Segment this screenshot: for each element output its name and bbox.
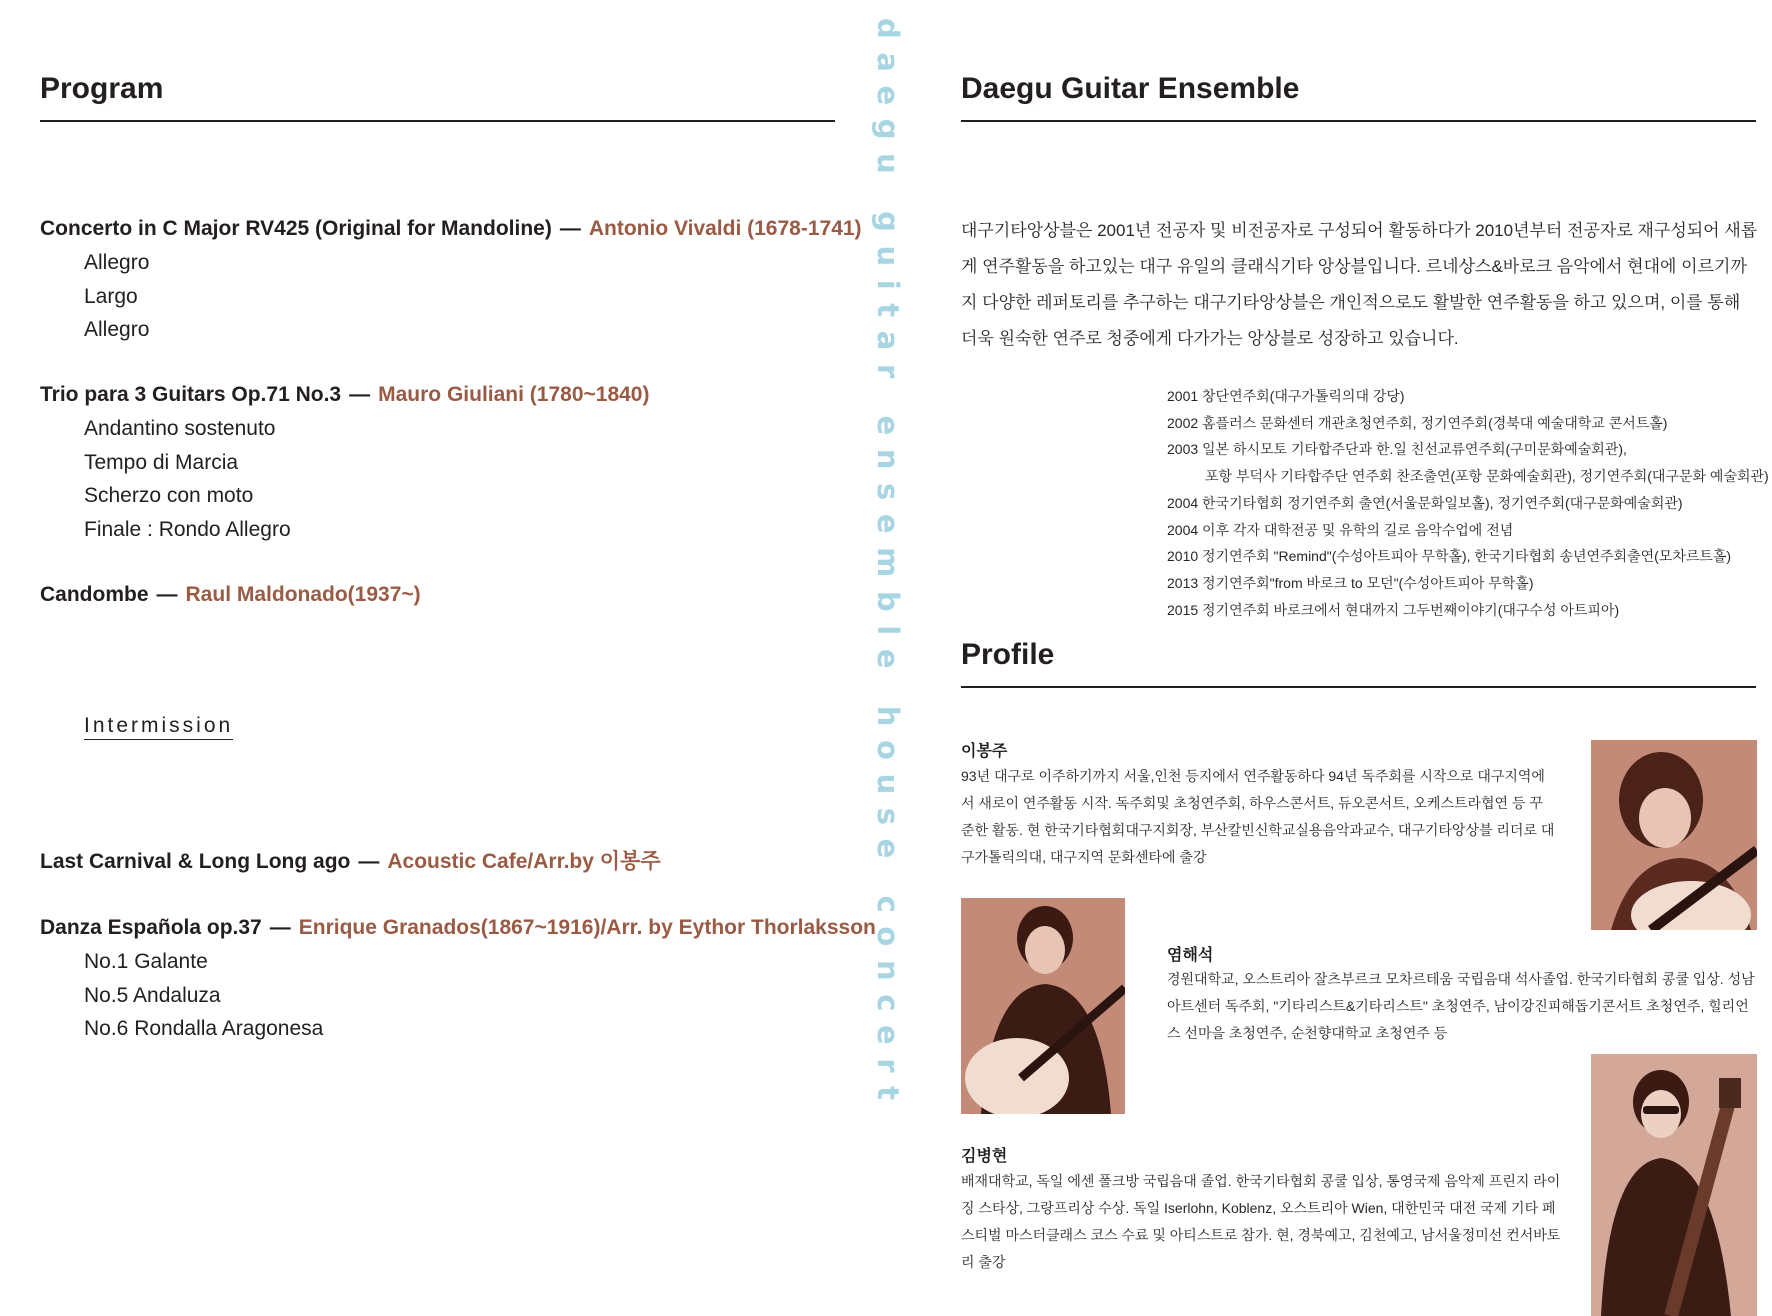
history-item: 2001 창단연주회(대구가톨릭의대 강당): [1167, 388, 1405, 404]
movement-list: [84, 412, 649, 546]
history-list: [1167, 383, 1769, 623]
piece-dash: —: [349, 383, 371, 406]
movement-item: Tempo di Marcia: [84, 450, 239, 474]
history-item: 2002 홈플러스 문화센터 개관초청연주회, 정기연주회(경북대 예술대학교 콘서트홀): [1167, 414, 1668, 431]
ensemble-intro: 대구기타앙상블은 2001년 전공자 및 비전공자로 구성되어 활동하다가 2010년부터 전공자로 재구성되어 새롭게 연주활동을 하고있는 대구 유일의 클래식기타 앙상블입니다. 르네상스&바로크 음악에서 현대에 이르기까지 다양한 레퍼토리를 추구하는 대구기타앙상블은 개인적으로도 활발한 연주활동을 하고 있으며, 이를 통해 더욱 원숙한 연주로 청중에게 다가가는 앙상블로 성장하고 있습니다.: [961, 221, 1758, 348]
movement-item: Andantino sostenuto: [84, 417, 276, 440]
member-bio: 배재대학교, 독일 에센 폴크방 국립음대 졸업. 한국기타협회 콩쿨 입상, 통영국제 음악제 프린지 라이징 스타상, 그랑프리상 수상. 독일 Iserlohn, Koblenz, 오스트리아 Wien, 대한민국 대전 국제 기타 페스티벌 마스터클래스 코스 수료 및 아티스트로 참가. 현, 경북예고, 김천예고, 남서울정미선 컨서바토리 출강: [961, 1173, 1561, 1270]
ensemble-heading: Daegu Guitar Ensemble: [961, 72, 1756, 122]
piece-title: Trio para 3 Guitars Op.71 No.3: [40, 383, 342, 406]
member-photo: [1591, 740, 1757, 930]
movement-item: Allegro: [84, 251, 150, 274]
piece-title-line: [40, 849, 661, 875]
history-item: 2004 한국기타협회 정기연주회 출연(서울문화일보홀), 정기연주회(대구문화예술회관): [1167, 494, 1683, 511]
piece-title-line: [40, 382, 649, 408]
movement-item: No.5 Andaluza: [84, 983, 221, 1007]
movement-item: Finale : Rondo Allegro: [84, 517, 291, 541]
piece-composer: Acoustic Cafe/Arr.by 이봉주: [387, 850, 661, 873]
program-piece: [40, 915, 876, 1046]
piece-dash: —: [156, 583, 178, 606]
movement-item: Allegro: [84, 318, 150, 341]
history-item: 2004 이후 각자 대학전공 및 유학의 길로 음악수업에 전념: [1167, 521, 1514, 538]
intermission-label: Intermission: [84, 714, 233, 740]
movement-list: [84, 246, 862, 347]
piece-title: Danza Española op.37: [40, 916, 262, 939]
piece-dash: —: [358, 850, 380, 873]
history-item: 2013 정기연주회"from 바로크 to 모던"(수성아트피아 무학홀): [1167, 574, 1534, 591]
vertical-concert-title: daegu guitar ensemble house concert: [871, 18, 905, 1114]
member-name: 이봉주: [961, 743, 1008, 760]
piece-title: Candombe: [40, 583, 149, 606]
history-item: 2010 정기연주회 "Remind"(수성아트피아 무학홀), 한국기타협회 송년연주회출연(모차르트홀): [1167, 548, 1732, 565]
member-bio: 93년 대구로 이주하기까지 서울,인천 등지에서 연주활동하다 94년 독주회를 시작으로 대구지역에서 새로이 연주활동 시작. 독주회및 초청연주회, 하우스콘서트, 듀오콘서트, 오케스트라협연 등 꾸준한 활동. 현 한국기타협회대구지회장, 부산칼빈신학교실용음악과교수, 대구기타앙상블 리더로 대구가톨릭의대, 대구지역 문화센타에 출강: [961, 768, 1555, 865]
history-item: 2003 일본 하시모토 기타합주단과 한.일 친선교류연주회(구미문화예술회관),: [1167, 441, 1627, 458]
member-photo: [961, 898, 1125, 1114]
member-photo: [1591, 1054, 1757, 1316]
piece-title-line: [40, 915, 876, 941]
profile-heading: Profile: [961, 638, 1756, 688]
program-heading: Program: [40, 72, 835, 122]
piece-composer: Mauro Giuliani (1780~1840): [378, 383, 650, 406]
piece-title: Last Carnival & Long Long ago: [40, 850, 351, 873]
movement-item: Largo: [84, 284, 138, 308]
history-item: 2015 정기연주회 바로크에서 현대까지 그두번째이야기(대구수성 아트피아): [1167, 601, 1620, 618]
piece-title-line: [40, 216, 862, 242]
piece-dash: —: [269, 916, 291, 939]
program-piece: [40, 582, 421, 608]
member-bio: 경원대학교, 오스트리아 잘츠부르크 모차르테움 국립음대 석사졸업. 한국기타협회 콩쿨 입상. 성남아트센터 독주회, "기타리스트&기타리스트" 초청연주, 남이강진피해돕기콘서트 초청연주, 힐리언스 선마을 초청연주, 순천향대학교 초청연주 등: [1167, 971, 1755, 1041]
movement-item: No.6 Rondalla Aragonesa: [84, 1017, 324, 1040]
movement-list: [84, 945, 876, 1046]
piece-title: Concerto in C Major RV425 (Original for Mandoline): [40, 217, 552, 240]
piece-dash: —: [559, 217, 581, 240]
piece-title-line: [40, 582, 421, 608]
program-piece: [40, 216, 862, 347]
history-item: 포항 부덕사 기타합주단 연주회 찬조출연(포항 문화예술회관), 정기연주회(대구문화 예술회관): [1205, 468, 1769, 485]
member-name: 염해석: [1167, 947, 1214, 964]
movement-item: Scherzo con moto: [84, 484, 254, 507]
program-piece: [40, 849, 661, 875]
piece-composer: Antonio Vivaldi (1678-1741): [588, 217, 862, 240]
piece-composer: Enrique Granados(1867~1916)/Arr. by Eythor Thorlaksson: [298, 916, 876, 939]
member-name: 김병현: [961, 1148, 1008, 1165]
movement-item: No.1 Galante: [84, 950, 208, 973]
program-piece: [40, 382, 649, 546]
piece-composer: Raul Maldonado(1937~): [185, 583, 421, 606]
